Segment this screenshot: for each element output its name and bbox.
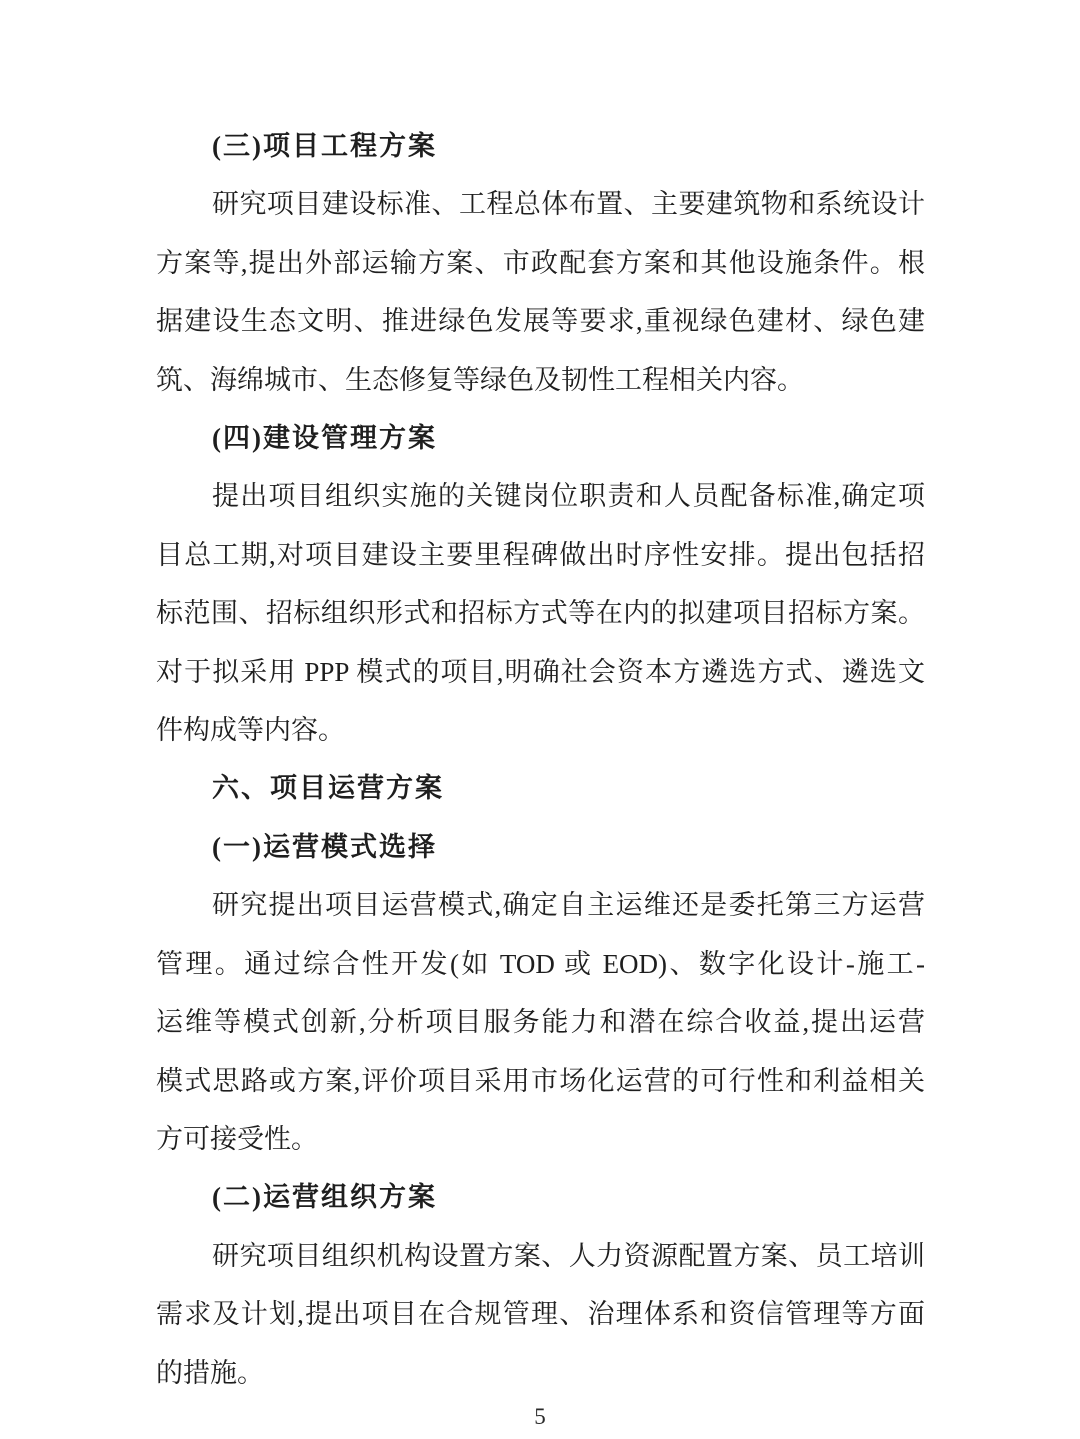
- paragraph-line: 研究项目建设标准、工程总体布置、主要建筑物和系统设计: [212, 189, 925, 220]
- paragraph-line: 需求及计划,提出项目在合规管理、治理体系和资信管理等方面: [156, 1299, 925, 1330]
- paragraph-line: 目总工期,对项目建设主要里程碑做出时序性安排。提出包括招: [156, 539, 925, 570]
- heading-section-6-2: (二)运营组织方案: [212, 1182, 437, 1213]
- heading-section-3: (三)项目工程方案: [212, 131, 437, 161]
- paragraph-line: 据建设生态文明、推进绿色发展等要求,重视绿色建材、绿色建: [156, 306, 925, 337]
- paragraph-line: 筑、海绵城市、生态修复等绿色及韧性工程相关内容。: [156, 364, 804, 395]
- paragraph-line: 的措施。: [156, 1357, 264, 1388]
- paragraph-line: 研究项目组织机构设置方案、人力资源配置方案、员工培训: [212, 1240, 925, 1271]
- paragraph-line: 管理。通过综合性开发(如 TOD 或 EOD)、数字化设计-施工-: [156, 948, 925, 979]
- page-number: 5: [534, 1404, 546, 1429]
- paragraph-line: 方可接受性。: [156, 1123, 318, 1154]
- paragraph-line: 方案等,提出外部运输方案、市政配套方案和其他设施条件。根: [156, 247, 925, 278]
- document-content: [156, 117, 925, 1402]
- paragraph-line: 标范围、招标组织形式和招标方式等在内的拟建项目招标方案。: [156, 598, 925, 629]
- heading-section-6-1: (一)运营模式选择: [212, 831, 437, 862]
- paragraph-line: 提出项目组织实施的关键岗位职责和人员配备标准,确定项: [212, 481, 925, 512]
- paragraph-line: 对于拟采用 PPP 模式的项目,明确社会资本方遴选方式、遴选文: [156, 656, 925, 687]
- paragraph-line: 模式思路或方案,评价项目采用市场化运营的可行性和利益相关: [156, 1065, 925, 1096]
- heading-section-4: (四)建设管理方案: [212, 423, 437, 454]
- paragraph-line: 件构成等内容。: [156, 715, 345, 746]
- heading-chapter-6: 六、项目运营方案: [212, 773, 444, 804]
- paragraph-line: 运维等模式创新,分析项目服务能力和潜在综合收益,提出运营: [156, 1007, 925, 1038]
- paragraph-line: 研究提出项目运营模式,确定自主运维还是委托第三方运营: [212, 890, 925, 921]
